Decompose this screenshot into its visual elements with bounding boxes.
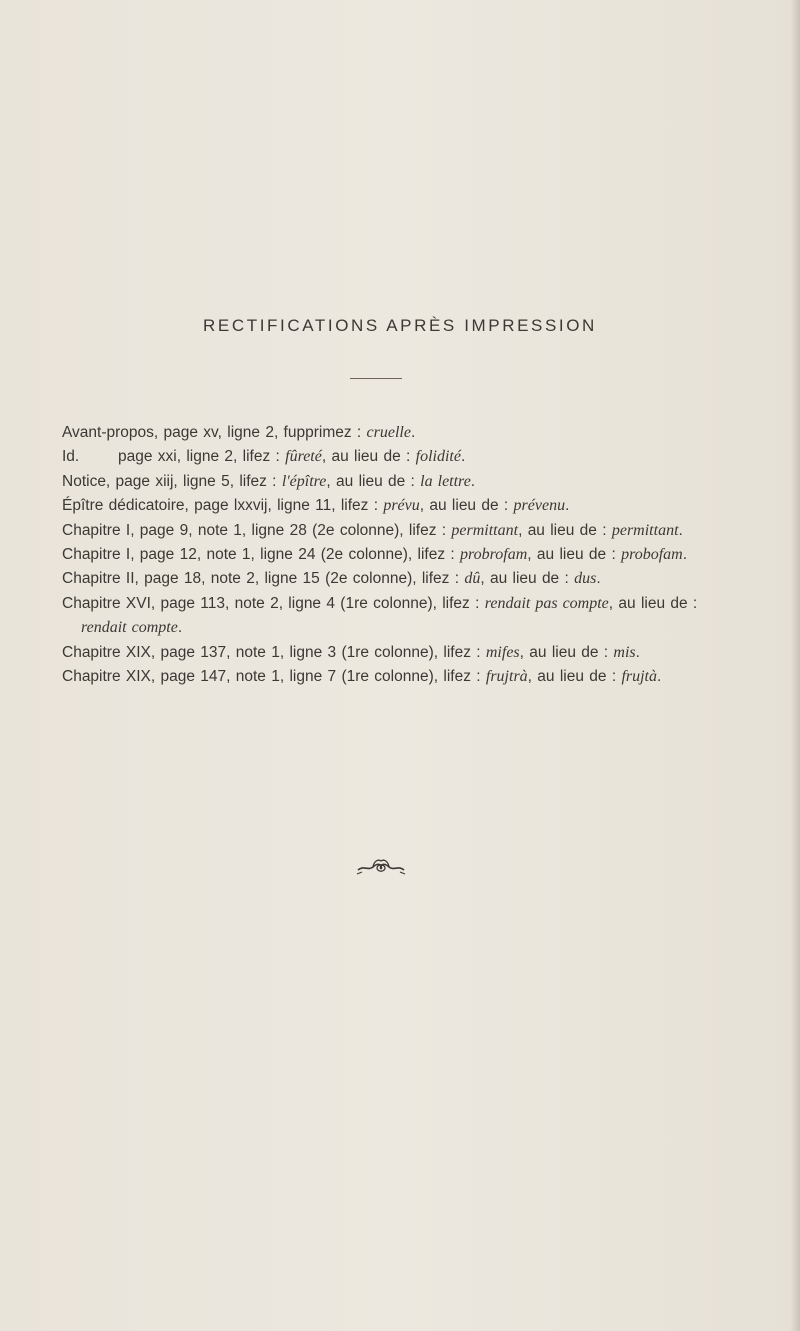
entry-end: .	[410, 424, 416, 441]
entry-correction: cruelle	[366, 424, 411, 441]
errata-entry	[62, 641, 712, 665]
entry-original: la lettre	[420, 472, 471, 490]
entry-text: Avant-propos, page xv, ligne 2, fupprimez :	[62, 424, 367, 441]
entry-original: mis	[613, 643, 636, 661]
entry-original: dus	[574, 570, 597, 588]
entry-end: .	[460, 448, 466, 466]
errata-entry	[62, 470, 712, 494]
errata-entry	[62, 592, 712, 641]
errata-entry	[62, 421, 712, 445]
entry-correction: frujtrà	[485, 668, 528, 686]
entry-text: Épître dédicatoire, page lxxvij, ligne 11, lifez :	[62, 497, 384, 515]
entry-correction: fûreté	[285, 448, 322, 466]
entry-end: .	[470, 472, 476, 490]
entry-text: Chapitre II, page 18, note 2, ligne 15 (2e colonne), lifez :	[62, 570, 465, 588]
entry-text: page xxi, ligne 2, lifez :	[118, 448, 286, 466]
entry-text: Chapitre XVI, page 113, note 2, ligne 4 (1re colonne), lifez :	[62, 594, 485, 612]
entry-original: prévenu	[513, 497, 566, 515]
entry-mid: , au lieu de :	[480, 570, 575, 588]
entry-mid: , au lieu de :	[519, 643, 614, 661]
page-edge-shadow	[790, 0, 800, 1331]
entry-text: Chapitre I, page 12, note 1, ligne 24 (2e colonne), lifez :	[62, 546, 461, 564]
entry-correction: probrofam	[460, 546, 528, 564]
entry-mid: , au lieu de :	[321, 448, 416, 466]
errata-entry	[62, 567, 712, 591]
entry-end: .	[678, 521, 683, 539]
entry-mid: , au lieu de :	[326, 472, 421, 490]
entry-correction: rendait pas compte	[484, 594, 609, 612]
entry-text: Chapitre XIX, page 137, note 1, ligne 3 (1re colonne), lifez :	[62, 643, 486, 661]
entry-original: rendait compte	[81, 619, 178, 637]
entry-end: .	[177, 619, 183, 637]
entry-mid: , au lieu de :	[518, 521, 612, 539]
entry-lead: Id.	[62, 448, 80, 466]
entry-end: .	[635, 643, 640, 661]
errata-entry	[62, 665, 712, 689]
entry-text: Chapitre I, page 9, note 1, ligne 28 (2e colonne), lifez :	[62, 521, 452, 539]
entry-correction: prévu	[383, 497, 420, 515]
entry-end: .	[682, 546, 688, 564]
entry-original: folidité	[415, 448, 461, 466]
entry-mid: , au lieu de :	[419, 497, 514, 515]
errata-list	[62, 421, 712, 689]
errata-entry	[62, 543, 712, 567]
entry-original: frujtà	[621, 668, 657, 686]
errata-entry	[62, 519, 712, 543]
errata-entry	[62, 494, 712, 518]
entry-end: .	[596, 570, 601, 588]
entry-original: permittant	[611, 521, 679, 539]
entry-correction: mifes	[485, 643, 520, 661]
entry-mid: , au lieu de :	[527, 668, 622, 686]
entry-correction: dû	[464, 570, 481, 588]
entry-mid: , au lieu de :	[608, 594, 698, 612]
entry-end: .	[565, 497, 570, 515]
entry-text: Chapitre XIX, page 147, note 1, ligne 7 (1re colonne), lifez :	[62, 668, 486, 686]
title-rule	[350, 378, 402, 379]
entry-correction: l'épître	[281, 472, 327, 490]
entry-text: Notice, page xiij, ligne 5, lifez :	[62, 472, 282, 490]
fleuron-ornament-icon	[356, 857, 406, 877]
entry-original: probofam	[621, 546, 683, 564]
entry-correction: permittant	[451, 521, 519, 539]
errata-entry	[62, 445, 712, 469]
entry-mid: , au lieu de :	[527, 546, 622, 564]
entry-end: .	[657, 668, 662, 686]
page-title: RECTIFICATIONS APRÈS IMPRESSION	[203, 316, 597, 335]
